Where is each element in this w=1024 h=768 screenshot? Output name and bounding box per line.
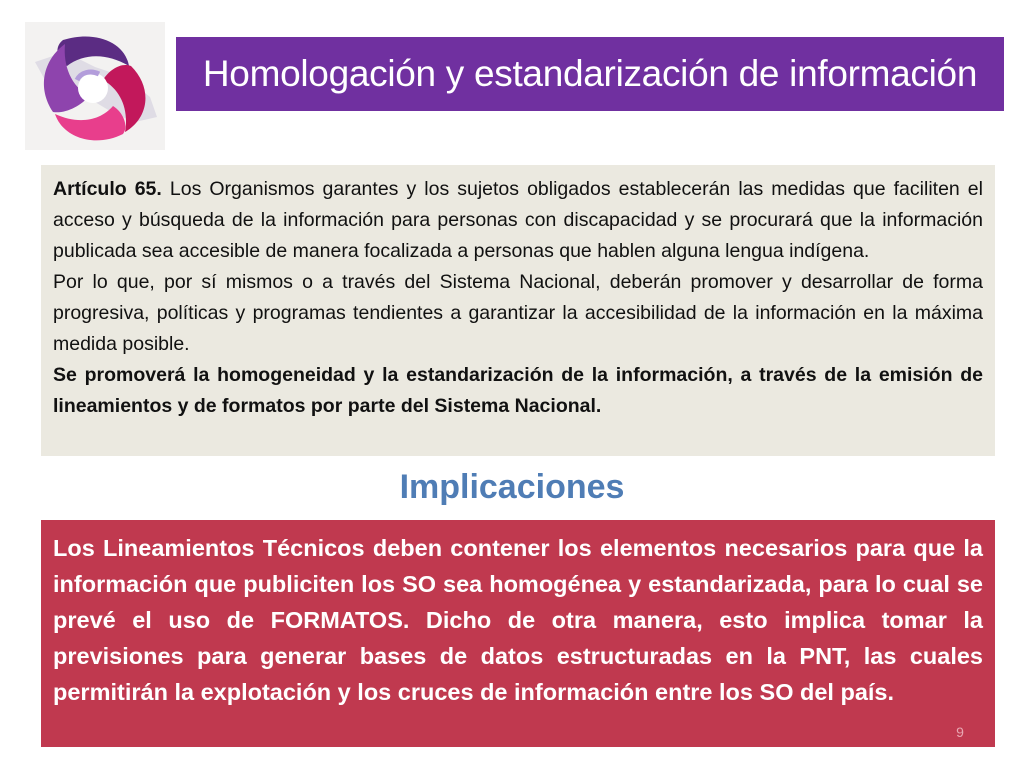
page-number: 9 <box>956 724 964 740</box>
article-paragraph-2: Por lo que, por sí mismos o a través del Sistema Nacional, deberán promover y desarrollar de forma progresiva, políticas y programas tendientes a garantizar la accesibilidad de la información en la máxima medida posible. <box>53 271 983 355</box>
article-number: Artículo 65. <box>53 178 162 200</box>
implications-text: Los Lineamientos Técnicos deben contener los elementos necesarios para que la información que publiciten los SO sea homogénea y estandarizada, para lo cual se prevé el uso de FORMATOS. Dicho de otra manera, esto implica tomar la previsiones para generar bases de datos estructuradas en la PNT, las cuales permitirán la explotación y los cruces de información entre los SO del país. <box>53 535 983 705</box>
article-paragraph-3-text: Se promoverá la homogeneidad y la estandarización de la información, a través de la emisión de lineamientos y de formatos por parte del Sistema Nacional. <box>53 364 983 417</box>
article-65-box <box>41 165 995 456</box>
institutional-logo-icon <box>25 22 165 150</box>
article-paragraph-1-text: Los Organismos garantes y los sujetos obligados establecerán las medidas que faciliten el acceso y búsqueda de la información para personas con discapacidad y se procurará que la información publicada sea accesible de manera focalizada a personas que hablen alguna lengua indígena. <box>53 178 983 262</box>
implications-heading: Implicaciones <box>399 468 625 506</box>
article-paragraph-1 <box>53 174 983 267</box>
institutional-logo <box>25 22 165 150</box>
page-title: Homologación y estandarización de información <box>202 53 978 94</box>
implications-box <box>41 520 995 747</box>
title-bar <box>176 37 1004 111</box>
article-paragraph-3 <box>53 360 983 422</box>
